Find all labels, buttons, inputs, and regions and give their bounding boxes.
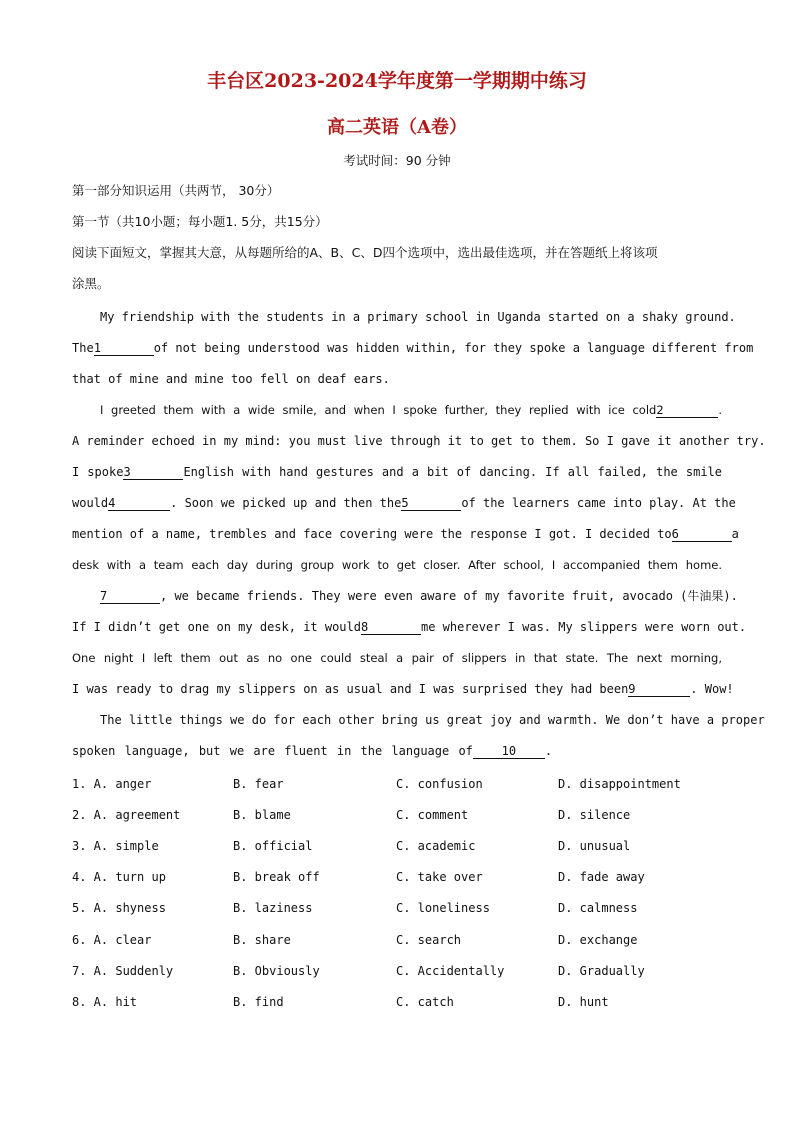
blank-4: 4	[108, 495, 170, 511]
option-d: D. fade away	[558, 870, 645, 884]
exam-title: 丰台区2023-2024学年度第一学期期中练习	[207, 70, 587, 92]
option-a: 1. A. anger	[72, 777, 152, 791]
passage-line: One night I left them out as no one could steal a pair of slippers in that state. The next morning,	[72, 651, 722, 665]
option-b: B. share	[233, 933, 291, 947]
option-row	[72, 800, 722, 831]
option-row	[72, 831, 722, 862]
passage-line: would4 . Soon we picked up and then the5 of the learners came into play. At the	[72, 496, 736, 510]
option-a: 6. A. clear	[72, 933, 152, 947]
blank-9: 9	[628, 681, 690, 697]
option-row	[72, 987, 722, 1018]
option-b: B. fear	[233, 777, 284, 791]
option-a: 8. A. hit	[72, 995, 138, 1009]
option-d: D. disappointment	[558, 777, 681, 791]
option-c: C. confusion	[396, 777, 483, 791]
passage-line: I was ready to drag my slippers on as usual and I was surprised they had been9 . Wow!	[72, 682, 734, 696]
option-row	[72, 925, 722, 956]
option-a: 5. A. shyness	[72, 901, 166, 915]
blank-10: 10	[473, 743, 545, 759]
blank-2: 2	[656, 402, 718, 418]
blank-7: 7	[100, 588, 160, 604]
option-d: D. calmness	[558, 901, 638, 915]
option-c: C. search	[396, 933, 462, 947]
option-c: C. loneliness	[396, 901, 490, 915]
passage-line: My friendship with the students in a primary school in Uganda started on a shaky ground.	[100, 310, 736, 324]
exam-subtitle: 高二英语（A卷）	[327, 117, 467, 138]
option-a: 7. A. Suddenly	[72, 964, 174, 978]
option-c: C. academic	[396, 839, 476, 853]
option-c: C. take over	[396, 870, 483, 884]
option-b: B. break off	[233, 870, 320, 884]
option-row	[72, 956, 722, 987]
blank-3: 3	[123, 464, 183, 480]
blank-1: 1	[94, 340, 154, 356]
option-c: C. Accidentally	[396, 964, 505, 978]
subsection-heading: 第一节（共10小题；每小题1. 5分，共15分）	[72, 214, 328, 229]
passage-line: The little things we do for each other bring us great joy and warmth. We don’t have a proper	[100, 713, 765, 727]
option-d: D. Gradually	[558, 964, 645, 978]
passage-line: If I didn’t get one on my desk, it would8 me wherever I was. My slippers were worn out.	[72, 620, 747, 634]
instruction-line-2: 涂黑。	[72, 276, 110, 291]
blank-5: 5	[401, 495, 461, 511]
option-b: B. laziness	[233, 901, 313, 915]
option-d: D. silence	[558, 808, 631, 822]
passage-line: 7 , we became friends. They were even aware of my favorite fruit, avocado (牛油果).	[100, 589, 738, 603]
exam-time: 考试时间：90 分钟	[343, 153, 451, 168]
blank-6: 6	[672, 526, 732, 542]
passage-line: spoken language, but we are fluent in the language of 10 .	[72, 744, 553, 758]
option-b: B. official	[233, 839, 313, 853]
instruction-line-1: 阅读下面短文，掌握其大意，从每题所给的A、B、C、D四个选项中，选出最佳选项，并在答题纸上将该项	[72, 245, 658, 260]
option-d: D. unusual	[558, 839, 631, 853]
option-a: 4. A. turn up	[72, 870, 166, 884]
passage-line: desk with a team each day during group work to get closer. After school, I accompanied them home.	[72, 558, 722, 572]
passage-line: The1 of not being understood was hidden within, for they spoke a language different from	[72, 341, 754, 355]
passage-line: mention of a name, trembles and face covering were the response I got. I decided to6 a	[72, 527, 739, 541]
option-a: 3. A. simple	[72, 839, 159, 853]
part-heading: 第一部分知识运用（共两节， 30分）	[72, 183, 280, 198]
passage-line: A reminder echoed in my mind: you must live through it to get to them. So I gave it another try.	[72, 434, 766, 448]
option-row	[72, 862, 722, 893]
option-row	[72, 893, 722, 924]
option-a: 2. A. agreement	[72, 808, 181, 822]
passage-line: that of mine and mine too fell on deaf ears.	[72, 372, 390, 386]
option-b: B. blame	[233, 808, 291, 822]
option-d: D. exchange	[558, 933, 638, 947]
passage-line: I greeted them with a wide smile, and when I spoke further, they replied with ice cold2 .	[100, 403, 722, 417]
option-b: B. find	[233, 995, 284, 1009]
option-row	[72, 769, 722, 800]
blank-8: 8	[361, 619, 421, 635]
passage-line: I spoke3 English with hand gestures and a bit of dancing. If all failed, the smile	[72, 465, 722, 479]
option-d: D. hunt	[558, 995, 609, 1009]
option-b: B. Obviously	[233, 964, 320, 978]
option-c: C. comment	[396, 808, 469, 822]
option-c: C. catch	[396, 995, 454, 1009]
